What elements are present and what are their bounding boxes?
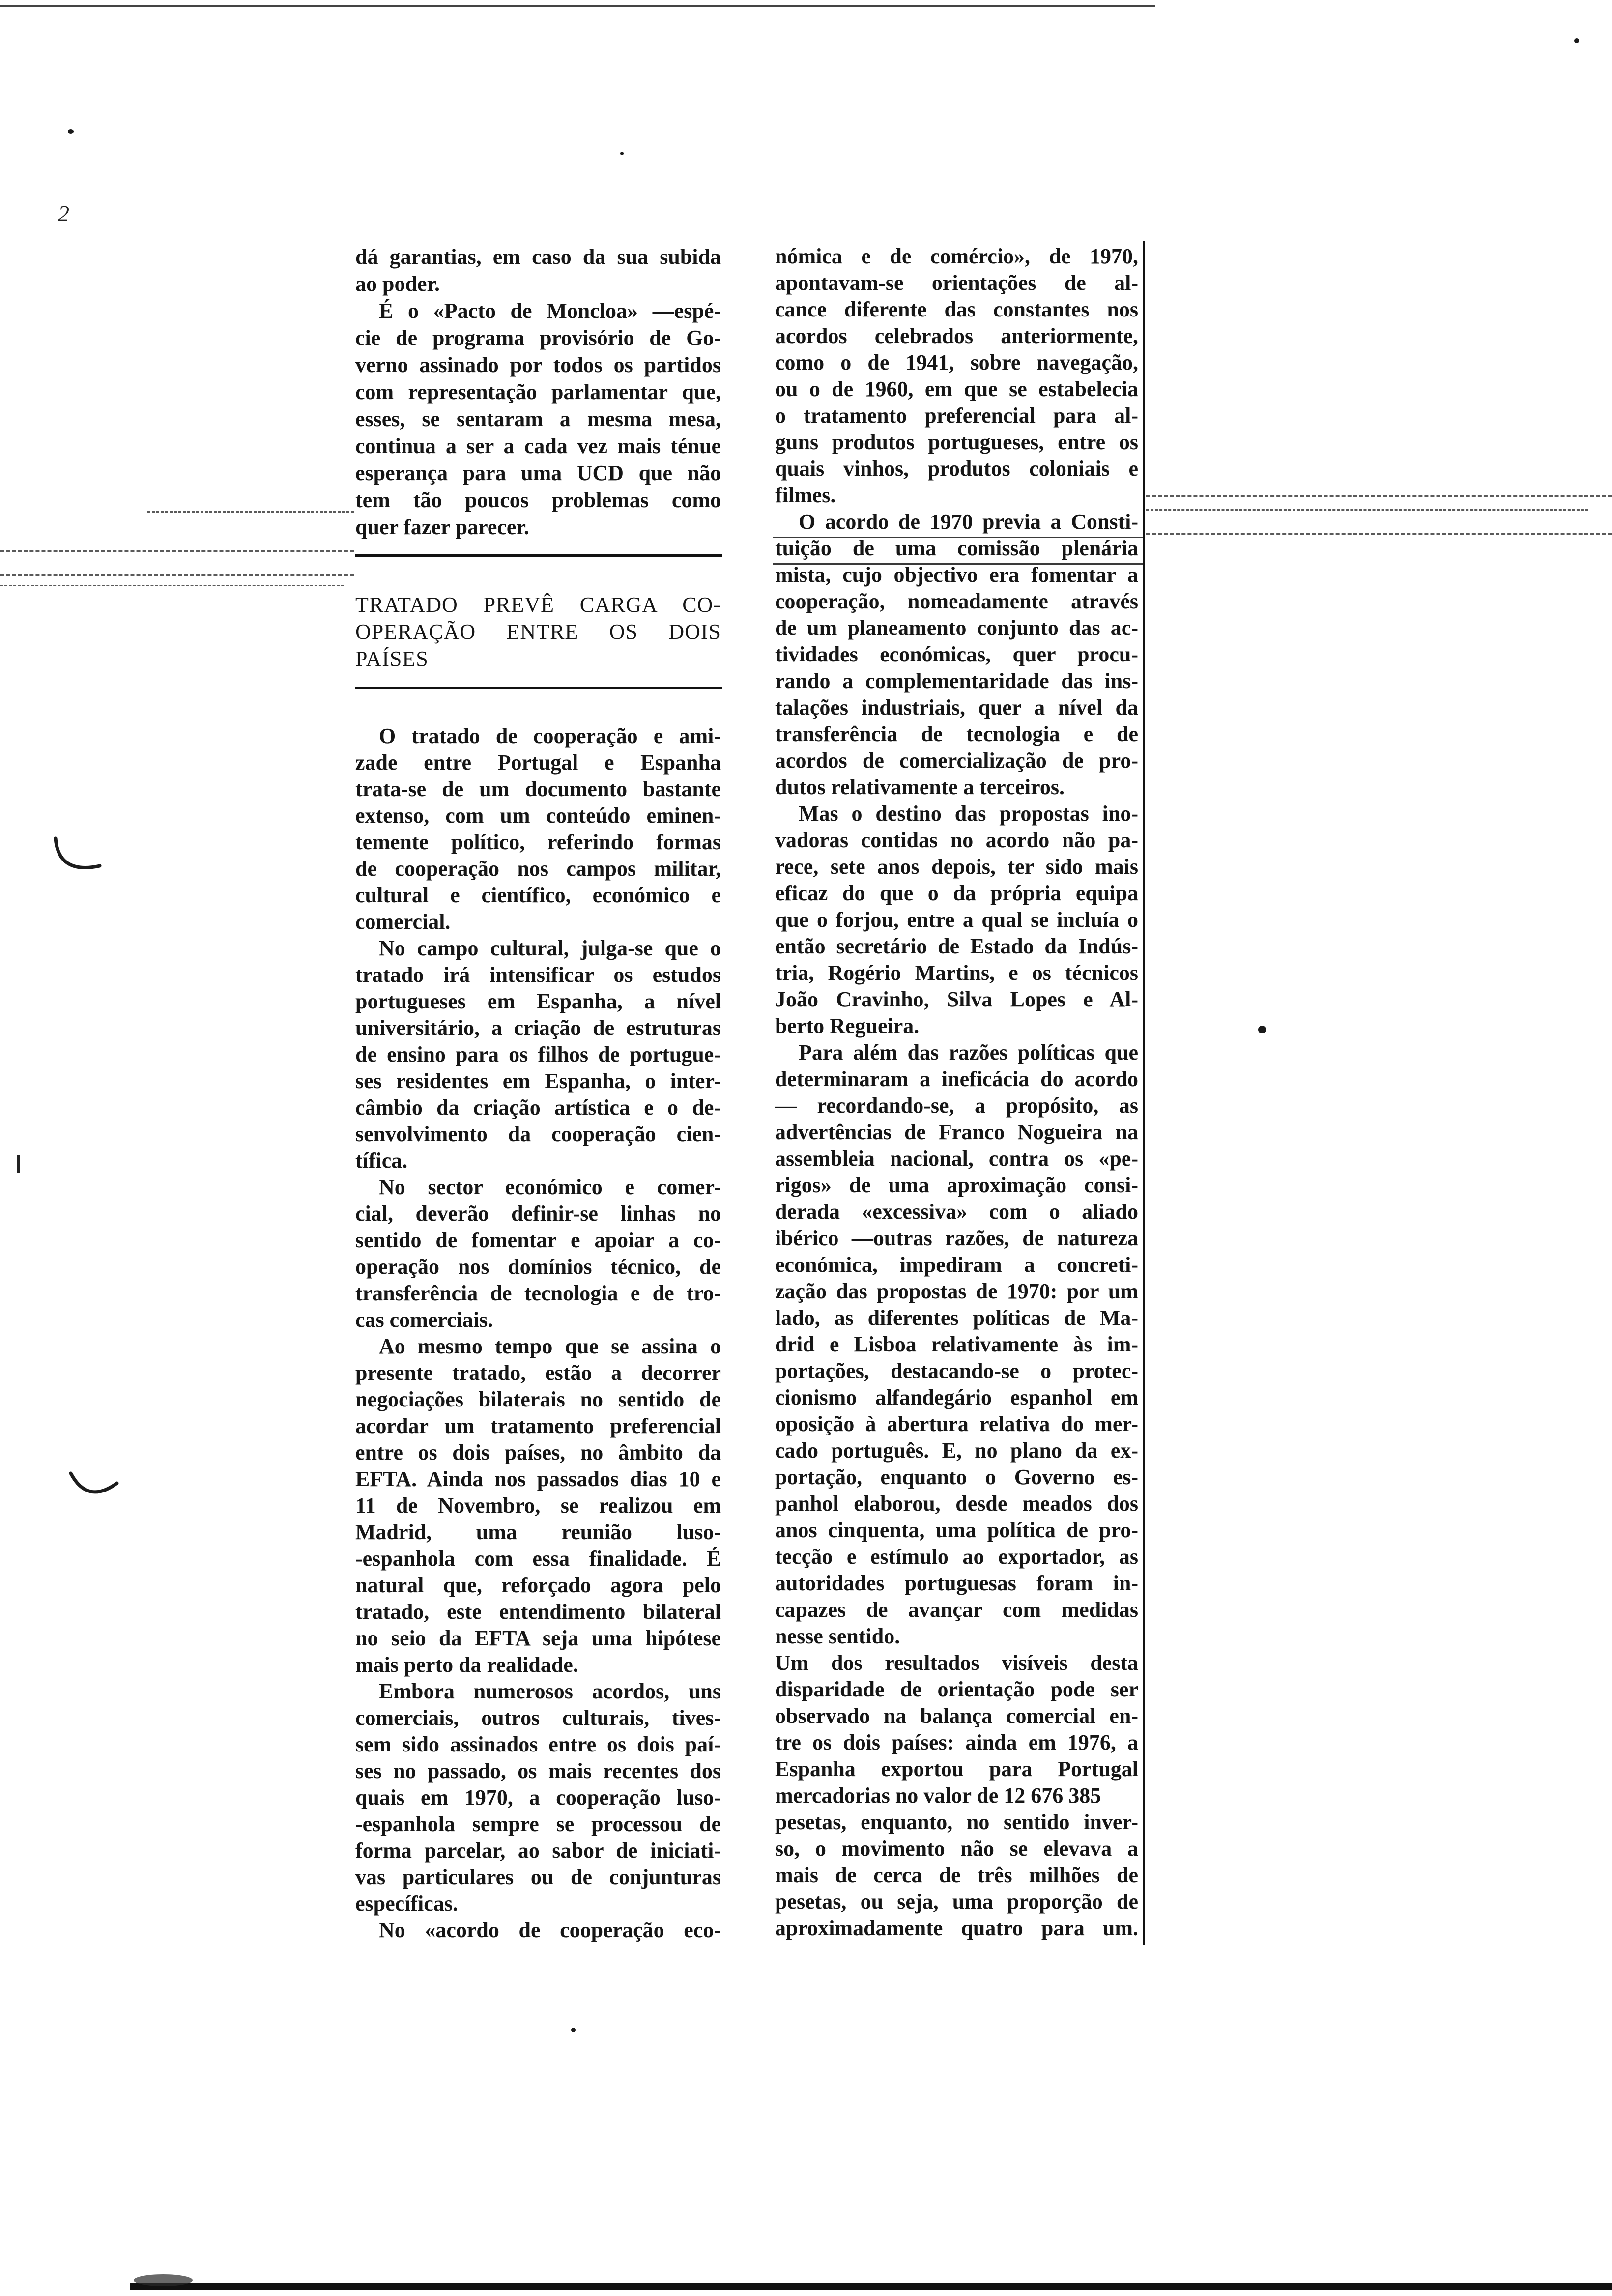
paragraph xyxy=(355,1678,721,1917)
scan-artifact-line xyxy=(0,585,344,586)
text-line: EFTA. Ainda nos passados dias 10 e xyxy=(355,1467,721,1491)
paragraph xyxy=(355,723,721,935)
text-line: cultural e científico, económico e xyxy=(355,883,721,907)
text-line: No «acordo de cooperação eco- xyxy=(379,1918,721,1942)
text-line: cial, deverão definir-se linhas no xyxy=(355,1202,721,1226)
text-line: pesetas, enquanto, no sentido inver- xyxy=(775,1810,1138,1834)
text-line: ao poder. xyxy=(355,272,440,296)
text-line: -espanhola sempre se processou de xyxy=(355,1812,721,1836)
text-line: universitário, a criação de estruturas xyxy=(355,1016,721,1040)
heading-underline-rule xyxy=(355,687,722,689)
scan-speck xyxy=(571,2028,576,2032)
text-line: no seio da EFTA seja uma hipótese xyxy=(355,1626,721,1650)
section-divider-rule xyxy=(355,554,722,557)
text-line: advertências de Franco Nogueira na xyxy=(775,1120,1138,1144)
punch-hole-mark xyxy=(52,835,106,885)
text-line: sem sido assinados entre os dois paí- xyxy=(355,1732,721,1756)
paragraph xyxy=(355,1174,721,1333)
scan-smudge xyxy=(134,2274,193,2286)
text-line: filmes. xyxy=(775,483,836,507)
text-line: tividades económicas, quer procu- xyxy=(775,642,1138,666)
text-line: de um planeamento conjunto das ac- xyxy=(775,616,1138,640)
text-line: temente político, referindo formas xyxy=(355,830,721,854)
text-line: Embora numerosos acordos, uns xyxy=(379,1679,721,1703)
text-line: rigos» de uma aproximação consi- xyxy=(775,1173,1138,1197)
text-line: negociações bilaterais no sentido de xyxy=(355,1387,721,1411)
text-line: forma parcelar, ao sabor de iniciati- xyxy=(355,1838,721,1863)
punch-hole-mark xyxy=(68,1469,122,1509)
text-line: tria, Rogério Martins, e os técnicos xyxy=(775,961,1138,985)
text-line: anos cinquenta, uma política de pro- xyxy=(775,1518,1138,1542)
paragraph xyxy=(775,1650,1138,1942)
scan-artifact-line xyxy=(0,550,354,552)
text-line: sentido de fomentar e apoiar a co- xyxy=(355,1228,721,1252)
article-right-column-body xyxy=(775,243,1138,1942)
text-line: o tratamento preferencial para al- xyxy=(775,403,1138,428)
text-line: Para além das razões políticas que xyxy=(799,1040,1138,1064)
text-line: comercial. xyxy=(355,910,451,934)
paragraph xyxy=(355,1917,721,1944)
text-line: presente tratado, estão a decorrer xyxy=(355,1361,721,1385)
text-line: comerciais, outros culturais, tives- xyxy=(355,1706,721,1730)
text-line: cionismo alfandegário espanhol em xyxy=(775,1385,1138,1409)
text-line: panhol elaborou, desde meados dos xyxy=(775,1492,1138,1516)
text-line: mais perto da realidade. xyxy=(355,1653,578,1677)
text-line: lado, as diferentes políticas de Ma- xyxy=(775,1306,1138,1330)
text-line: natural que, reforçado agora pelo xyxy=(355,1573,721,1597)
text-line: cance diferente das constantes nos xyxy=(775,297,1138,321)
text-line: transferência de tecnologia e de tro- xyxy=(355,1281,721,1305)
scan-speck xyxy=(1258,1026,1266,1033)
text-line: No sector económico e comer- xyxy=(379,1175,721,1199)
text-line: cie de programa provisório de Go- xyxy=(355,326,721,350)
text-line: que o forjou, entre a qual se incluía o xyxy=(775,908,1138,932)
text-line: rando a complementaridade das ins- xyxy=(775,669,1138,693)
text-line: específicas. xyxy=(355,1892,458,1916)
text-line: vas particulares ou de conjunturas xyxy=(355,1865,721,1889)
text-line: verno assinado por todos os partidos xyxy=(355,353,721,377)
text-line: nómica e de comércio», de 1970, xyxy=(775,244,1138,268)
text-line: ses no passado, os mais recentes dos xyxy=(355,1759,721,1783)
text-line: quais em 1970, a cooperação luso- xyxy=(355,1785,721,1809)
paragraph xyxy=(775,801,1138,1039)
text-line: cado português. E, no plano da ex- xyxy=(775,1438,1138,1463)
text-line: tífica. xyxy=(355,1148,408,1173)
text-line: No campo cultural, julga-se que o xyxy=(379,936,721,960)
text-line: portações, destacando-se o protec- xyxy=(775,1359,1138,1383)
text-line: dutos relativamente a terceiros. xyxy=(775,775,1065,799)
text-line: de cooperação nos campos militar, xyxy=(355,857,721,881)
text-line: senvolvimento da cooperação cien- xyxy=(355,1122,721,1146)
text-line: dá garantias, em caso da sua subida xyxy=(355,245,721,269)
scan-artifact-line xyxy=(1146,495,1612,497)
page-number: 2 xyxy=(58,201,69,226)
text-line: disparidade de orientação pode ser xyxy=(775,1677,1138,1701)
text-line: aproximadamente quatro para um. xyxy=(775,1916,1138,1940)
scan-speck xyxy=(1574,38,1579,43)
scan-speck xyxy=(68,129,74,134)
text-line: trata-se de um documento bastante xyxy=(355,777,721,801)
text-line: tuição de uma comissão plenária xyxy=(775,536,1138,560)
paragraph xyxy=(775,243,1138,509)
text-line: capazes de avançar com medidas xyxy=(775,1598,1138,1622)
text-line: ses residentes em Espanha, o inter- xyxy=(355,1069,721,1093)
scan-top-edge-line xyxy=(0,5,1155,7)
text-line: apontavam-se orientações de al- xyxy=(775,271,1138,295)
paragraph xyxy=(355,297,721,541)
text-line: berto Regueira. xyxy=(775,1014,920,1038)
text-line: tecção e estímulo ao exportador, as xyxy=(775,1545,1138,1569)
paragraph xyxy=(355,1333,721,1678)
text-line: zação das propostas de 1970: por um xyxy=(775,1279,1138,1303)
text-line: quais vinhos, produtos coloniais e xyxy=(775,457,1138,481)
text-line: económica, impediram a concreti- xyxy=(775,1253,1138,1277)
text-line: acordos celebrados anteriormente, xyxy=(775,324,1138,348)
heading-line: OPERAÇÃO ENTRE OS DOIS xyxy=(355,620,721,644)
article-section-heading xyxy=(355,591,721,672)
text-line: com representação parlamentar que, xyxy=(355,380,721,404)
text-line: operação nos domínios técnico, de xyxy=(355,1255,721,1279)
text-line: eficaz do que o da própria equipa xyxy=(775,881,1138,905)
text-line: -espanhola com essa finalidade. É xyxy=(355,1547,721,1571)
text-line: drid e Lisboa relativamente às im- xyxy=(775,1332,1138,1356)
scan-speck xyxy=(620,152,624,155)
text-line: Espanha exportou para Portugal xyxy=(775,1757,1138,1781)
text-line: assembleia nacional, contra os «pe- xyxy=(775,1147,1138,1171)
text-line: como o de 1941, sobre navegação, xyxy=(775,350,1138,374)
text-line: câmbio da criação artística e o de- xyxy=(355,1095,721,1119)
text-line: tratado, este entendimento bilateral xyxy=(355,1600,721,1624)
text-line: tem tão poucos problemas como xyxy=(355,488,721,512)
text-line: extenso, com um conteúdo eminen- xyxy=(355,804,721,828)
text-line: derada «excessiva» com o aliado xyxy=(775,1200,1138,1224)
text-line: transferência de tecnologia e de xyxy=(775,722,1138,746)
text-line: determinaram a ineficácia do acordo xyxy=(775,1067,1138,1091)
text-line: portação, enquanto o Governo es- xyxy=(775,1465,1138,1489)
text-line: observado na balança comercial en- xyxy=(775,1704,1138,1728)
text-line: rece, sete anos depois, ter sido mais xyxy=(775,855,1138,879)
text-line: mercadorias no valor de 12 676 385 xyxy=(775,1783,1101,1808)
text-line: pesetas, ou seja, uma proporção de xyxy=(775,1890,1138,1914)
text-line: talações industriais, quer a nível da xyxy=(775,695,1138,719)
text-line: esses, se sentaram a mesma mesa, xyxy=(355,407,721,431)
text-line: João Cravinho, Silva Lopes e Al- xyxy=(775,987,1138,1011)
text-line: guns produtos portugueses, entre os xyxy=(775,430,1138,454)
text-line: esperança para uma UCD que não xyxy=(355,461,721,485)
text-line: cooperação, nomeadamente através xyxy=(775,589,1138,613)
scan-artifact-line xyxy=(1146,533,1612,535)
text-line: acordos de comercialização de pro- xyxy=(775,748,1138,773)
column-divider-rule xyxy=(1143,241,1145,1945)
text-line: Mas o destino das propostas ino- xyxy=(799,802,1138,826)
scan-artifact-line xyxy=(0,574,354,576)
text-line: então secretário de Estado da Indús- xyxy=(775,934,1138,958)
text-line: quer fazer parecer. xyxy=(355,515,529,539)
text-line: vadoras contidas no acordo não pa- xyxy=(775,828,1138,852)
text-line: É o «Pacto de Moncloa» —espé- xyxy=(379,299,721,323)
text-line: ou o de 1960, em que se estabelecia xyxy=(775,377,1138,401)
text-line: nesse sentido. xyxy=(775,1624,900,1648)
paragraph xyxy=(355,243,721,297)
text-line: 11 de Novembro, se realizou em xyxy=(355,1493,721,1518)
paragraph xyxy=(355,935,721,1174)
text-line: cas comerciais. xyxy=(355,1308,493,1332)
text-line: Um dos resultados visíveis desta xyxy=(775,1651,1138,1675)
paragraph xyxy=(775,509,1138,801)
scan-bottom-edge-band xyxy=(130,2283,1612,2290)
text-line: zade entre Portugal e Espanha xyxy=(355,750,721,775)
text-line: — recordando-se, a propósito, as xyxy=(775,1093,1138,1118)
text-line: O tratado de cooperação e ami- xyxy=(379,724,721,748)
scan-tick-mark xyxy=(17,1155,20,1173)
article-left-column-body xyxy=(355,723,721,1944)
paragraph xyxy=(775,1039,1138,1650)
text-line: tre os dois países: ainda em 1976, a xyxy=(775,1730,1138,1754)
text-line: acordar um tratamento preferencial xyxy=(355,1414,721,1438)
scan-artifact-line xyxy=(1146,509,1588,511)
text-line: mais de cerca de três milhões de xyxy=(775,1863,1138,1887)
text-line: so, o movimento não se elevava a xyxy=(775,1837,1138,1861)
text-line: autoridades portuguesas foram in- xyxy=(775,1571,1138,1595)
heading-line: TRATADO PREVÊ CARGA CO- xyxy=(355,593,721,617)
text-line: tratado irá intensificar os estudos xyxy=(355,963,721,987)
text-line: de ensino para os filhos de portugue- xyxy=(355,1042,721,1066)
text-line: entre os dois países, no âmbito da xyxy=(355,1440,721,1464)
scan-artifact-line xyxy=(147,511,354,513)
text-line: portugueses em Espanha, a nível xyxy=(355,989,721,1013)
text-line: mista, cujo objectivo era fomentar a xyxy=(775,563,1138,587)
text-line: oposição à abertura relativa do mer- xyxy=(775,1412,1138,1436)
text-line: Ao mesmo tempo que se assina o xyxy=(379,1334,721,1358)
text-line: O acordo de 1970 previa a Consti- xyxy=(799,510,1138,534)
article-left-column-intro xyxy=(355,243,721,541)
text-line: Madrid, uma reunião luso- xyxy=(355,1520,721,1544)
text-line: continua a ser a cada vez mais ténue xyxy=(355,434,721,458)
text-line: ibérico —outras razões, de natureza xyxy=(775,1226,1138,1250)
heading-line: PAÍSES xyxy=(355,647,429,671)
